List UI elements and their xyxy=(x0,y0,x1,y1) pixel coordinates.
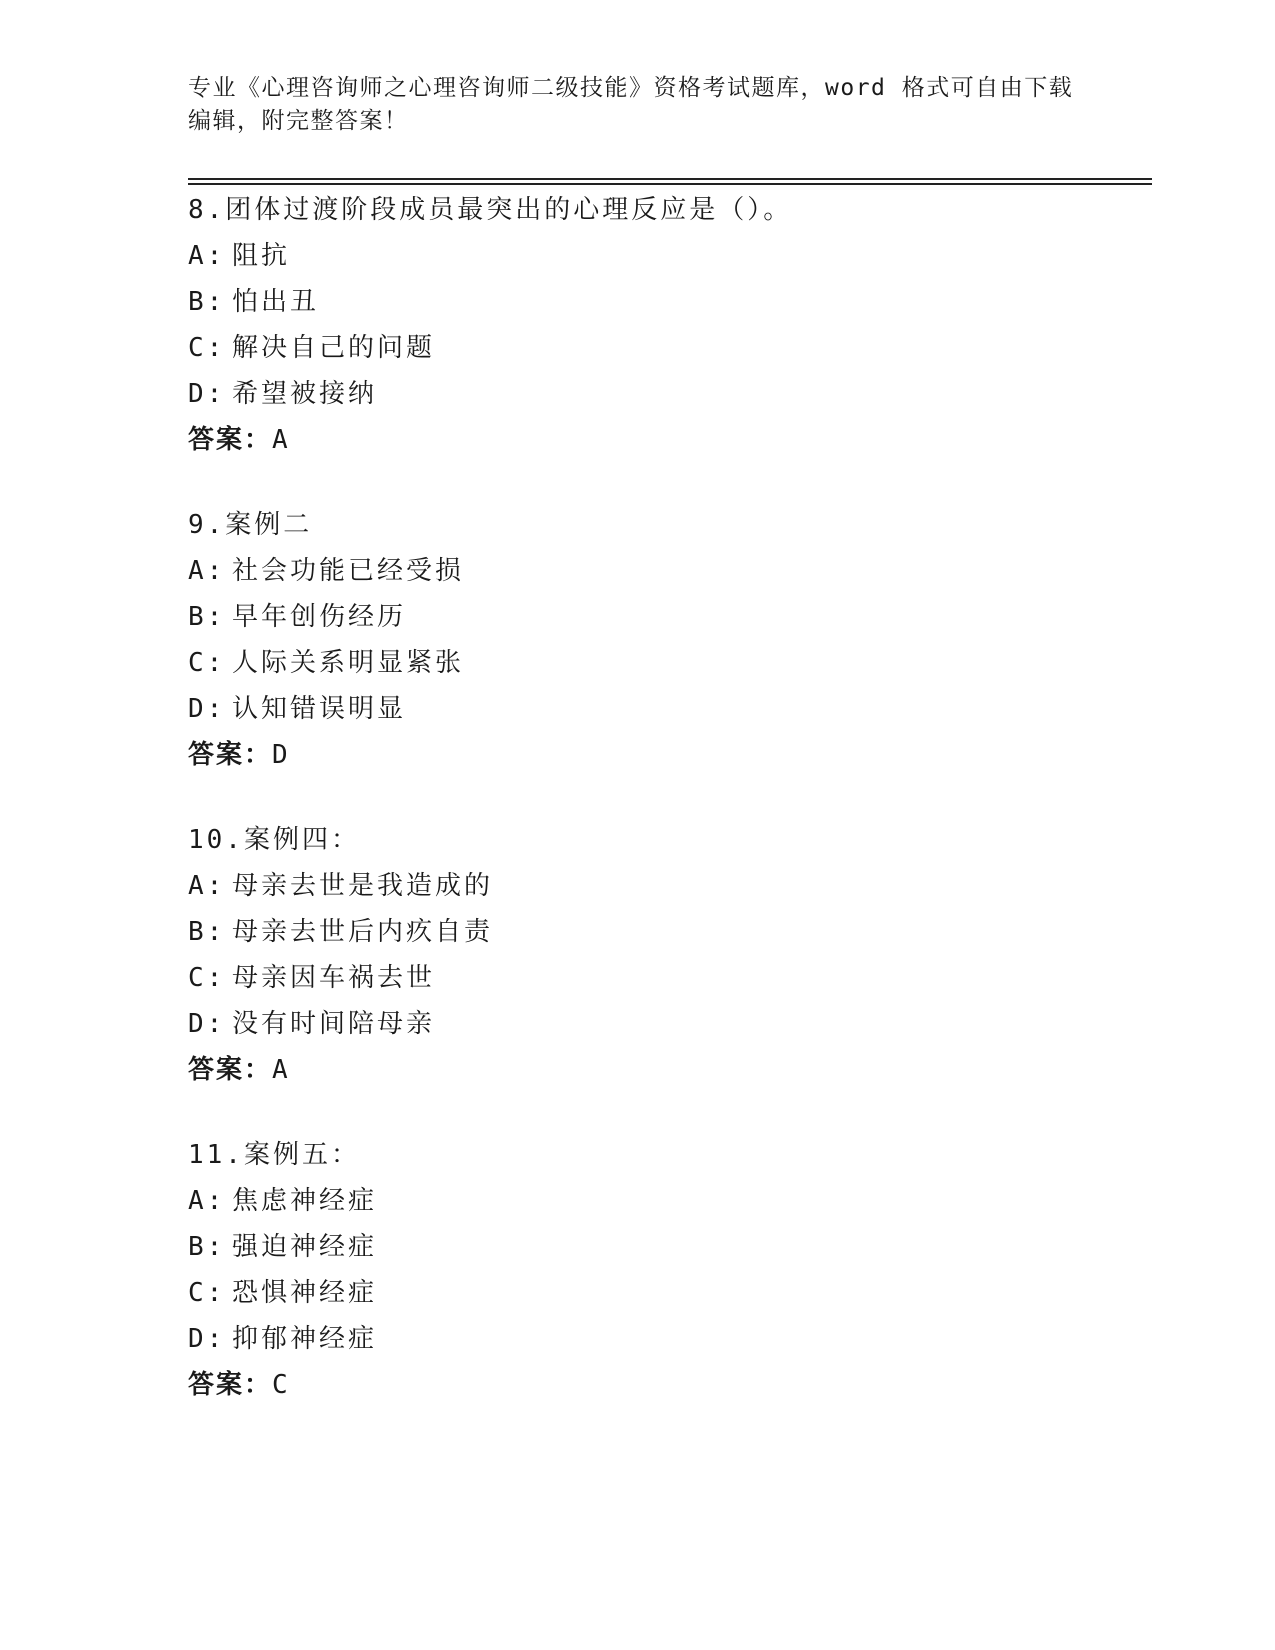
option-text: 阻抗 xyxy=(232,241,291,271)
answer-value: A xyxy=(272,1055,290,1085)
option-text: 恐惧神经症 xyxy=(232,1278,378,1308)
question-stem: 10.案例四： xyxy=(188,825,360,855)
header-note xyxy=(188,72,1088,138)
answer-value: A xyxy=(272,425,290,455)
question-stem: 8.团体过渡阶段成员最突出的心理反应是（）。 xyxy=(188,195,793,225)
option-d xyxy=(188,1001,1148,1047)
option-text: 母亲去世后内疚自责 xyxy=(232,917,494,947)
option-b xyxy=(188,594,1148,640)
option-b xyxy=(188,279,1148,325)
option-text: 早年创伤经历 xyxy=(232,602,407,632)
option-text: 焦虑神经症 xyxy=(232,1186,378,1216)
option-a xyxy=(188,1178,1148,1224)
option-a xyxy=(188,233,1148,279)
option-label: D: xyxy=(188,694,226,724)
option-text: 强迫神经症 xyxy=(232,1232,378,1262)
question-stem: 11.案例五： xyxy=(188,1140,360,1170)
answer-line xyxy=(188,1362,1148,1408)
option-label: C: xyxy=(188,963,226,993)
question-block-9 xyxy=(188,502,1148,778)
option-c xyxy=(188,640,1148,686)
option-a xyxy=(188,548,1148,594)
option-b xyxy=(188,1224,1148,1270)
option-text: 母亲去世是我造成的 xyxy=(232,871,494,901)
option-d xyxy=(188,686,1148,732)
question-stem: 9.案例二 xyxy=(188,510,313,540)
header-divider-top xyxy=(188,178,1152,180)
option-text: 抑郁神经症 xyxy=(232,1324,378,1354)
option-label: D: xyxy=(188,1009,226,1039)
header-note-line-1: 专业《心理咨询师之心理咨询师二级技能》资格考试题库，word 格式可自由下载 xyxy=(188,75,1074,101)
answer-line xyxy=(188,417,1148,463)
answer-label: 答案： xyxy=(188,1370,273,1400)
answer-label: 答案： xyxy=(188,740,273,770)
question-block-10 xyxy=(188,817,1148,1093)
answer-label: 答案： xyxy=(188,425,273,455)
option-c xyxy=(188,325,1148,371)
option-label: C: xyxy=(188,333,226,363)
option-label: A: xyxy=(188,1186,226,1216)
option-text: 认知错误明显 xyxy=(232,694,407,724)
option-label: A: xyxy=(188,871,226,901)
answer-label: 答案： xyxy=(188,1055,273,1085)
answer-line xyxy=(188,1047,1148,1093)
option-d xyxy=(188,1316,1148,1362)
option-text: 母亲因车祸去世 xyxy=(232,963,436,993)
header-note-line-2: 编辑，附完整答案！ xyxy=(188,108,409,134)
option-text: 怕出丑 xyxy=(232,287,320,317)
header-divider-bottom xyxy=(188,183,1152,185)
answer-value: D xyxy=(272,740,290,770)
option-d xyxy=(188,371,1148,417)
question-block-8 xyxy=(188,187,1148,463)
option-b xyxy=(188,909,1148,955)
option-text: 社会功能已经受损 xyxy=(232,556,465,586)
option-label: D: xyxy=(188,379,226,409)
answer-value: C xyxy=(272,1370,290,1400)
question-block-11 xyxy=(188,1132,1148,1408)
option-c xyxy=(188,1270,1148,1316)
option-label: B: xyxy=(188,917,226,947)
option-label: A: xyxy=(188,241,226,271)
option-label: A: xyxy=(188,556,226,586)
option-label: B: xyxy=(188,287,226,317)
answer-line xyxy=(188,732,1148,778)
option-label: B: xyxy=(188,602,226,632)
option-text: 希望被接纳 xyxy=(232,379,378,409)
option-label: C: xyxy=(188,1278,226,1308)
option-text: 解决自己的问题 xyxy=(232,333,436,363)
option-a xyxy=(188,863,1148,909)
option-text: 人际关系明显紧张 xyxy=(232,648,465,678)
option-label: D: xyxy=(188,1324,226,1354)
option-label: C: xyxy=(188,648,226,678)
option-label: B: xyxy=(188,1232,226,1262)
option-c xyxy=(188,955,1148,1001)
option-text: 没有时间陪母亲 xyxy=(232,1009,436,1039)
